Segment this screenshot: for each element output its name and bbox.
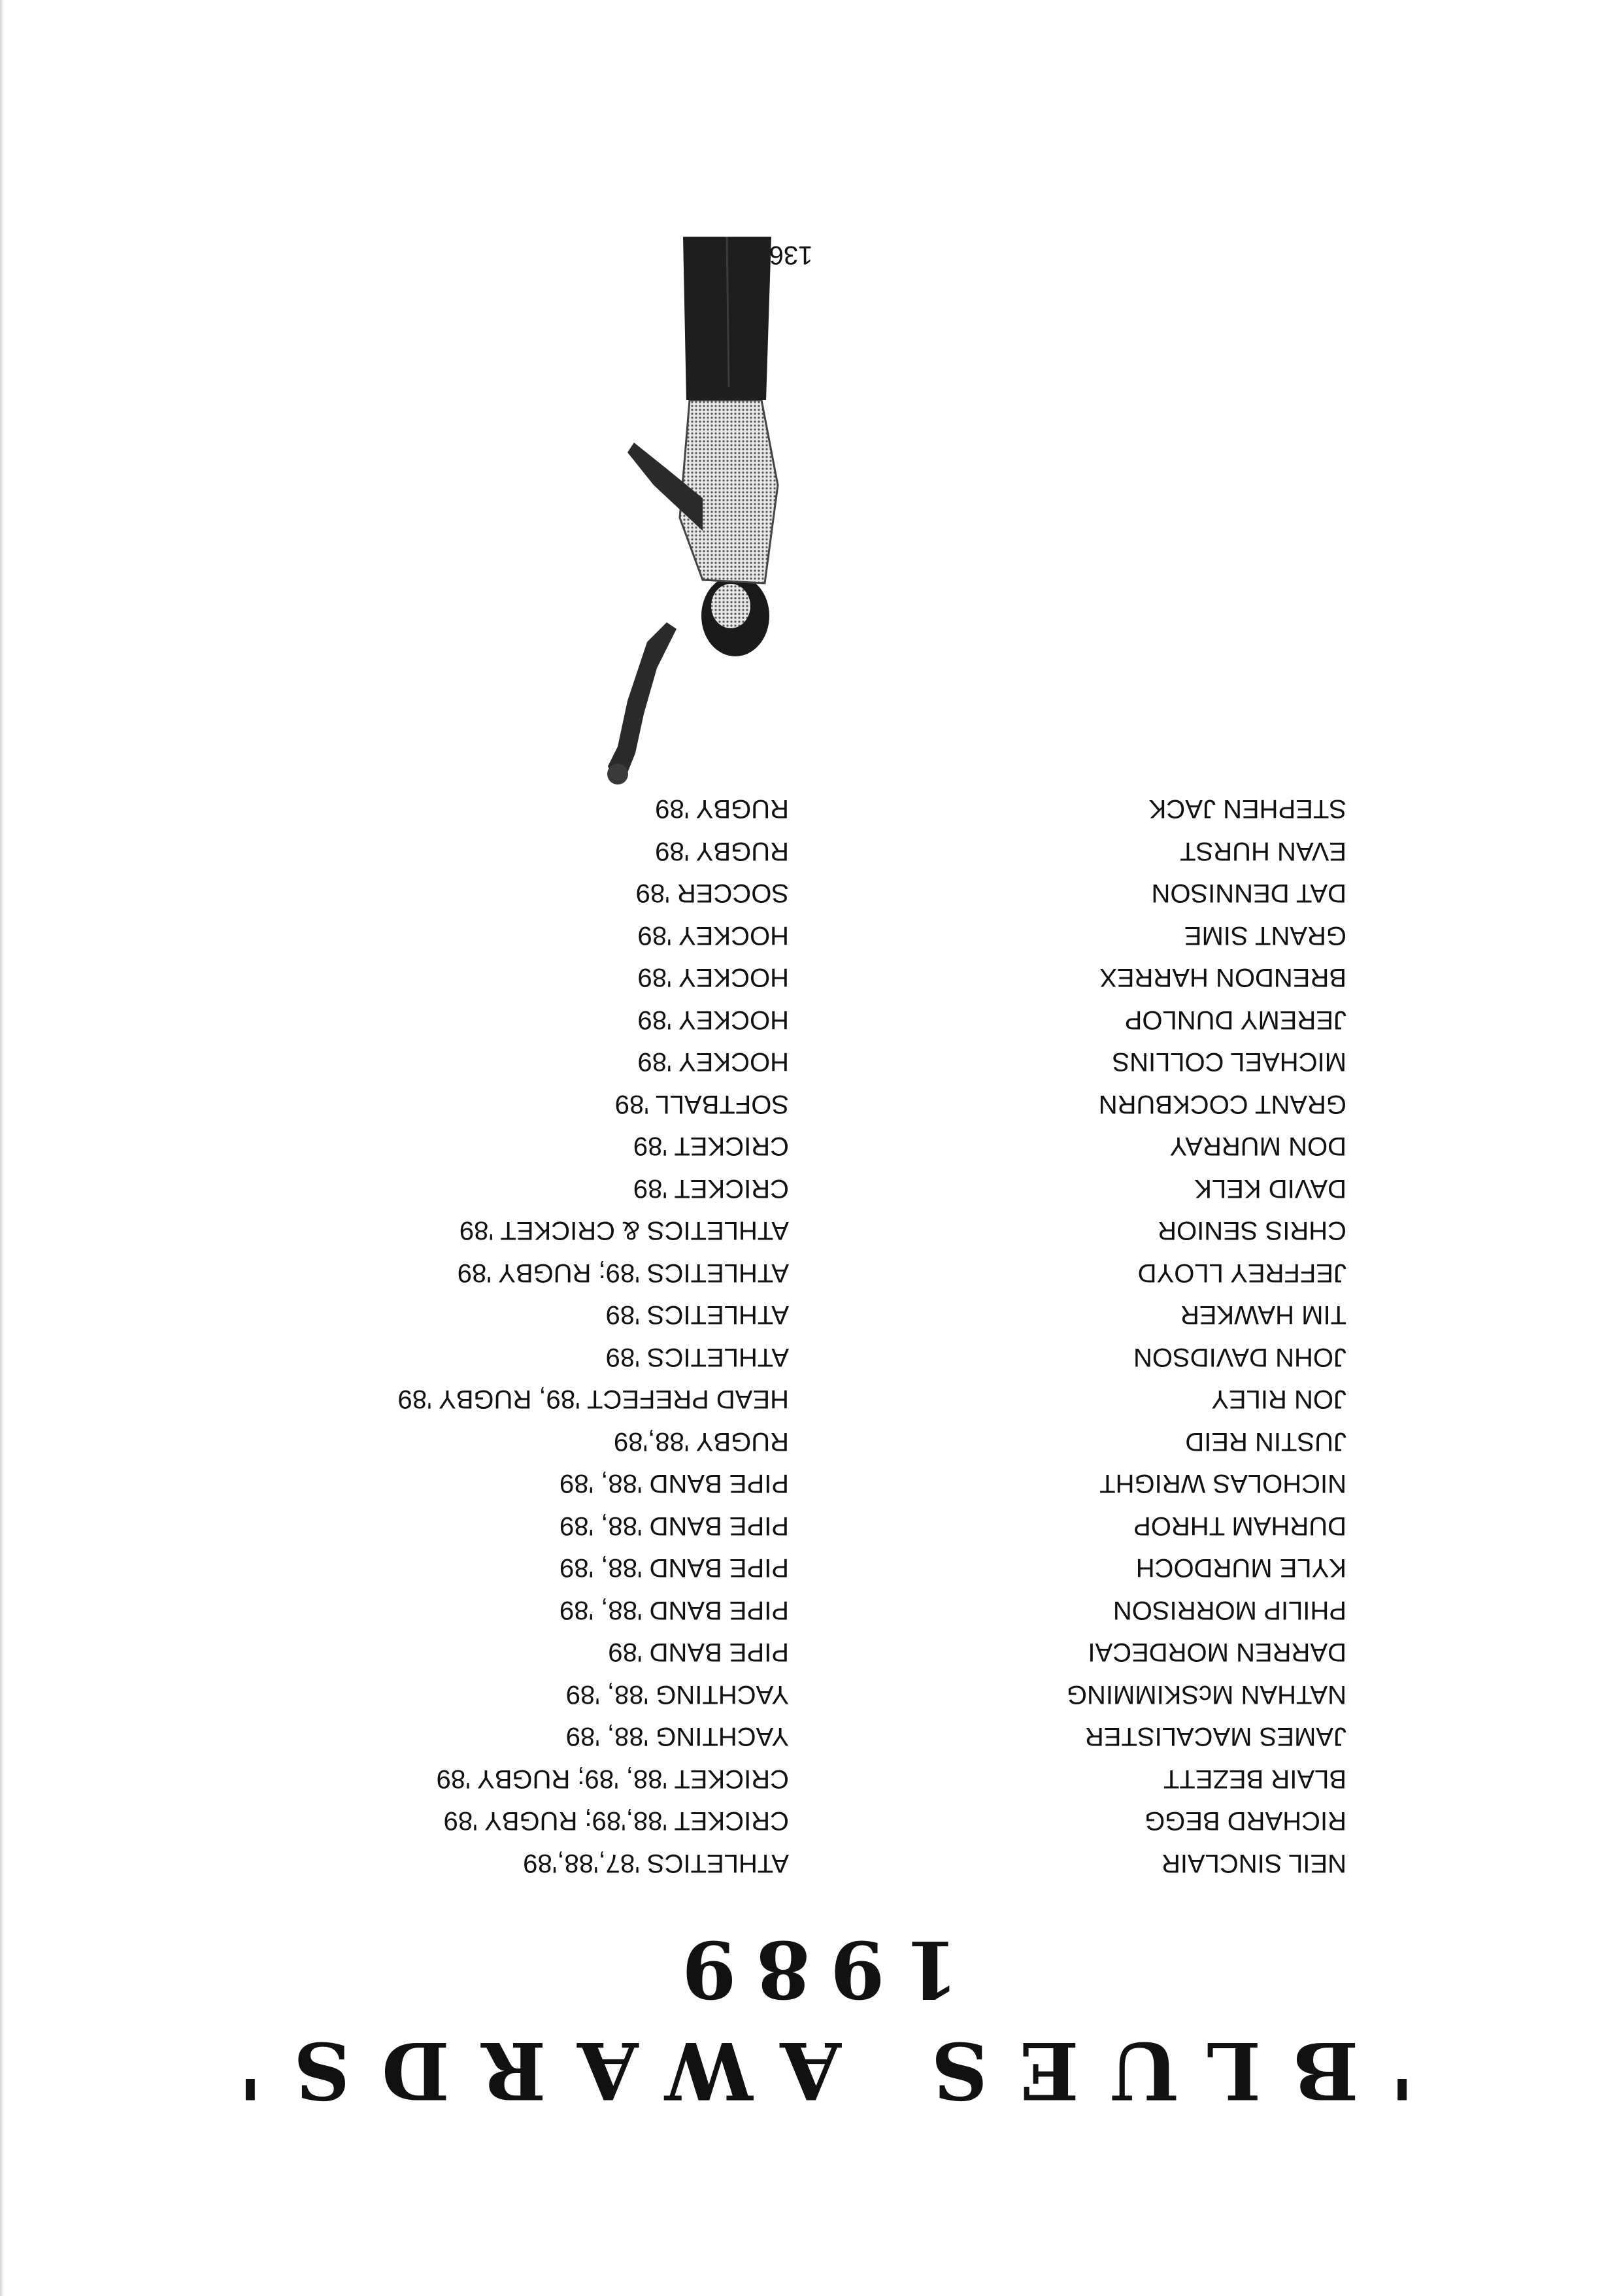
runner-arm <box>608 622 677 778</box>
award-row <box>398 1715 1346 1758</box>
award-detail: YACHTING '88, '89 <box>565 1722 789 1751</box>
recipient-name: GRANT COCKBURN <box>1098 1090 1346 1119</box>
award-row <box>398 1421 1346 1463</box>
recipient-name: JOHN DAVIDSON <box>1133 1343 1346 1372</box>
recipient-name: BLAIR BEZETT <box>1163 1764 1346 1793</box>
award-detail: HOCKEY '89 <box>637 1047 789 1077</box>
award-detail: RUGBY '89 <box>655 837 789 866</box>
award-row <box>398 1674 1346 1716</box>
recipient-name: DARREN MORDECAI <box>1088 1638 1346 1667</box>
recipient-name: EVAN HURST <box>1180 837 1346 866</box>
award-detail: RUGBY '89 <box>655 794 789 824</box>
page-title: 'BLUES AWARDS' <box>207 2024 1414 2116</box>
recipient-name: DURHAM THROP <box>1133 1511 1346 1540</box>
award-row <box>398 915 1346 957</box>
award-row <box>398 1547 1346 1589</box>
award-detail: SOCCER '89 <box>635 879 789 908</box>
award-row <box>398 1378 1346 1421</box>
award-row <box>398 999 1346 1041</box>
award-detail: RUGBY '88,'89 <box>613 1427 789 1456</box>
award-row <box>398 788 1346 830</box>
award-detail: ATHLETICS & CRICKET '89 <box>459 1216 789 1245</box>
recipient-name: NEIL SINCLAIR <box>1161 1849 1346 1878</box>
award-detail: ATHLETICS '87,'88,'89 <box>523 1849 789 1878</box>
recipient-name: GRANT SIME <box>1184 921 1346 950</box>
award-row <box>398 1842 1346 1885</box>
recipient-name: CHRIS SENIOR <box>1158 1216 1346 1245</box>
award-detail: ATHLETICS '89 <box>605 1343 789 1372</box>
award-detail: HOCKEY '89 <box>637 963 789 992</box>
award-row <box>398 1505 1346 1547</box>
award-row <box>398 956 1346 999</box>
award-row <box>398 1758 1346 1800</box>
award-detail: CRICKET '89 <box>633 1132 789 1161</box>
awards-list <box>398 788 1346 1884</box>
recipient-name: PHILIP MORRISON <box>1112 1596 1346 1625</box>
recipient-name: TIM HAWKER <box>1180 1300 1346 1330</box>
award-row <box>398 1041 1346 1083</box>
recipient-name: DAVID KELK <box>1194 1174 1346 1203</box>
award-detail: PIPE BAND '88, '89 <box>560 1596 789 1625</box>
award-row <box>398 1336 1346 1379</box>
recipient-name: DON MURRAY <box>1169 1132 1346 1161</box>
award-detail: ATHLETICS '89 <box>605 1300 789 1330</box>
award-row <box>398 1294 1346 1336</box>
recipient-name: KYLE MURDOCH <box>1135 1553 1346 1583</box>
recipient-name: JEFFREY LLOYD <box>1137 1258 1346 1287</box>
award-row <box>398 1462 1346 1505</box>
award-row <box>398 1252 1346 1294</box>
award-detail: CRICKET '88,'89; RUGBY '89 <box>443 1806 789 1836</box>
award-row <box>398 1800 1346 1842</box>
recipient-name: RICHARD BEGG <box>1145 1806 1346 1836</box>
recipient-name: NICHOLAS WRIGHT <box>1099 1469 1346 1498</box>
recipient-name: JEREMY DUNLOP <box>1124 1005 1346 1034</box>
award-row <box>398 1631 1346 1674</box>
award-detail: HOCKEY '89 <box>637 921 789 950</box>
runner-hand <box>607 764 628 785</box>
recipient-name: MICHAEL COLLINS <box>1112 1047 1346 1077</box>
award-detail: YACHTING '88, '89 <box>565 1680 789 1709</box>
recipient-name: DAT DENNISON <box>1151 879 1346 908</box>
award-row <box>398 1589 1346 1632</box>
recipient-name: BRENDON HARREX <box>1099 963 1346 992</box>
award-detail: PIPE BAND '89 <box>608 1638 789 1667</box>
award-row <box>398 1083 1346 1126</box>
award-year: 1989 <box>662 1923 959 2015</box>
recipient-name: NATHAN McSKIMMING <box>1066 1680 1346 1709</box>
award-detail: PIPE BAND '88, '89 <box>560 1511 789 1540</box>
recipient-name: JON RILEY <box>1211 1385 1346 1414</box>
award-detail: CRICKET '88, '89; RUGBY '89 <box>436 1764 789 1793</box>
award-row <box>398 1168 1346 1210</box>
award-detail: PIPE BAND '88, '89 <box>560 1553 789 1583</box>
award-detail: PIPE BAND '88, '89 <box>560 1469 789 1498</box>
award-detail: HOCKEY '89 <box>637 1005 789 1034</box>
recipient-name: JAMES MACALISTER <box>1084 1722 1346 1751</box>
award-row <box>398 1209 1346 1252</box>
award-row <box>398 830 1346 873</box>
recipient-name: JUSTIN REID <box>1185 1427 1346 1456</box>
award-row <box>398 1125 1346 1168</box>
award-detail: HEAD PREFECT '89, RUGBY '89 <box>397 1385 789 1414</box>
award-detail: ATHLETICS '89; RUGBY '89 <box>457 1258 789 1287</box>
award-detail: SOFTBALL '89 <box>614 1090 789 1119</box>
award-detail: CRICKET '89 <box>633 1174 789 1203</box>
athlete-photo <box>582 224 843 792</box>
page-number: 136 <box>769 241 813 269</box>
award-row <box>398 872 1346 915</box>
recipient-name: STEPHEN JACK <box>1148 794 1346 824</box>
